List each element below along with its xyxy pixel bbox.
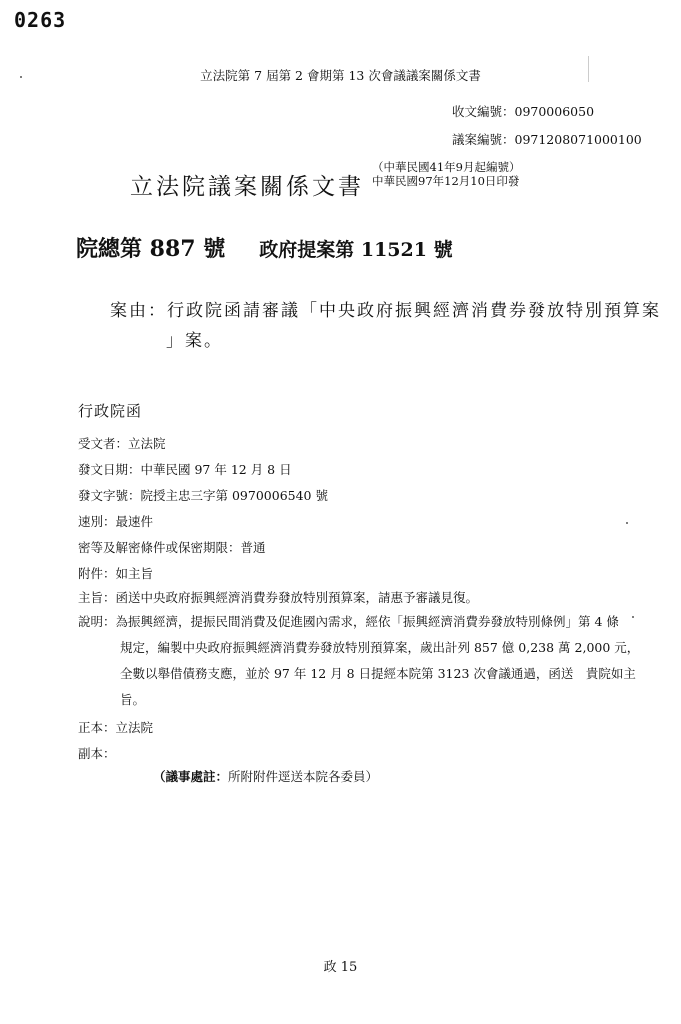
print-date: 中華民國97年12月10日印發: [372, 174, 520, 188]
footer-page-number: 政 15: [323, 960, 358, 975]
numbering-note: （中華民國41年9月起編號）: [372, 160, 521, 174]
issue-number: 發文字號：院授主忠三字第 0970006540 號: [78, 488, 328, 503]
explanation-line-2: 規定，編製中央政府振興經濟消費券發放特別預算案，歲出計列 857 億 0,238 萬 2,000 元，: [120, 640, 640, 655]
recipient: 受文者：立法院: [78, 436, 166, 451]
header-line: 立法院第 7 屆第 2 會期第 13 次會議議案關係文書: [200, 68, 481, 83]
copy-recipient: 副本：: [78, 746, 116, 761]
explanation-line-3: 全數以舉借債務支應，並於 97 年 12 月 8 日提經本院第 3123 次會議通過，函送 貴院如主: [120, 666, 636, 681]
page-number: 0263: [14, 8, 67, 32]
receipt-number: 收文編號：0970006050: [452, 104, 595, 119]
original-recipient: 正本：立法院: [78, 720, 154, 735]
explanation-line-4: 旨。: [120, 692, 146, 707]
scan-speck: [632, 616, 634, 618]
remark-label: （議事處註：: [153, 769, 229, 784]
scan-mark: [588, 56, 589, 82]
case-general-number: 院總第 887 號: [76, 236, 226, 262]
remark-text: 所附附件逕送本院各委員）: [228, 769, 379, 784]
subject-line-2: 」案。: [166, 331, 223, 351]
explanation-line-1: 說明：為振興經濟，提振民間消費及促進國內需求，經依「振興經濟消費券發放特別條例」第 4 條: [78, 614, 619, 629]
sender: 行政院函: [78, 402, 143, 420]
clerk-remark: [153, 767, 378, 785]
scan-speck: [626, 522, 628, 524]
document-title: 立法院議案關係文書: [130, 174, 364, 200]
attachment: 附件：如主旨: [78, 566, 154, 581]
subject: [110, 296, 661, 356]
issue-date: 發文日期：中華民國 97 年 12 月 8 日: [78, 462, 292, 477]
bill-number: 議案編號：0971208071000100: [452, 132, 642, 147]
subject-line-1: 案由：行政院函請審議「中央政府振興經濟消費券發放特別預算案: [110, 301, 661, 321]
purpose: 主旨：函送中央政府振興經濟消費券發放特別預算案，請惠予審議見復。: [78, 590, 479, 605]
confidentiality: 密等及解密條件或保密期限：普通: [78, 540, 266, 555]
scan-speck: [20, 76, 22, 78]
speed: 速別：最速件: [78, 514, 154, 529]
gov-proposal-number: 政府提案第 11521 號: [259, 239, 453, 261]
document-notes: [372, 160, 520, 188]
case-numbers: [76, 232, 473, 263]
